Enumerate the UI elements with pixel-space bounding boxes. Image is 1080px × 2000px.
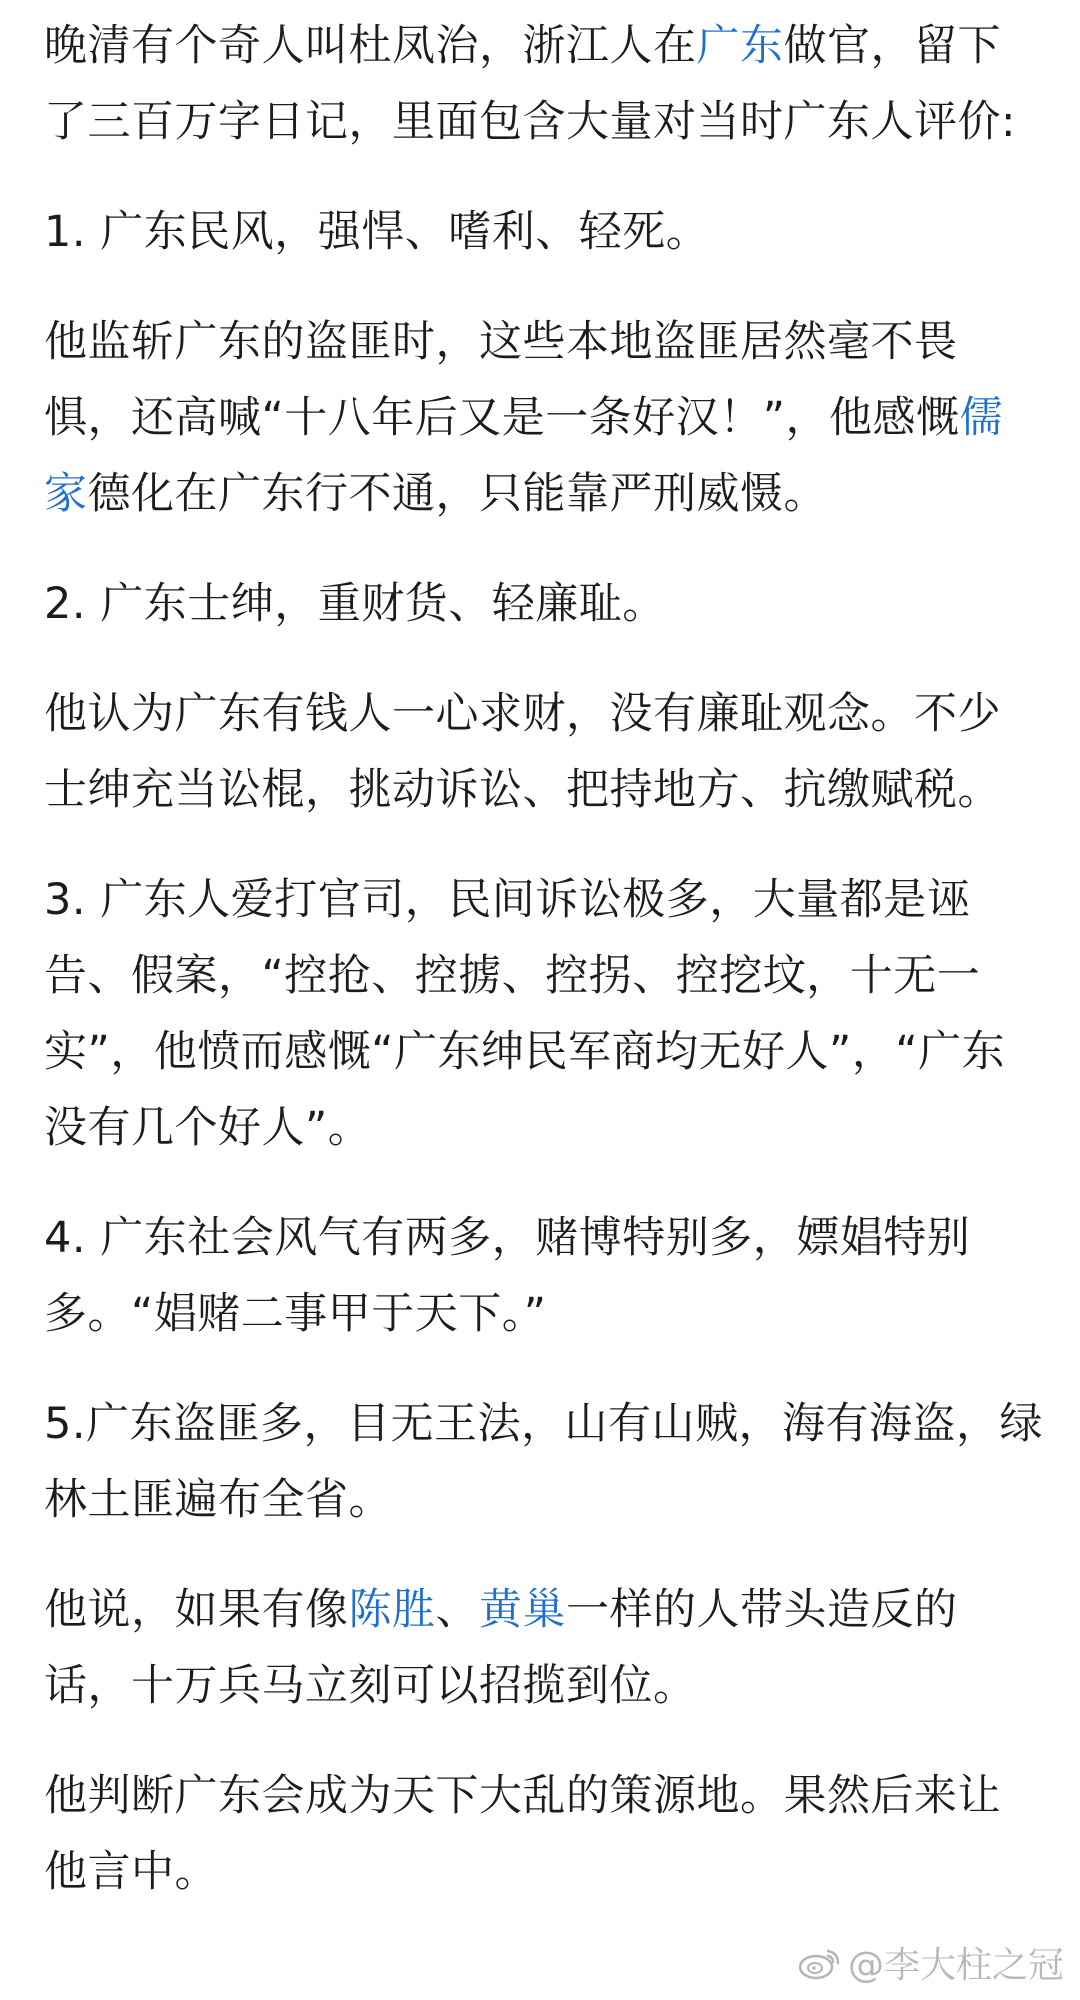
article-paragraph — [44, 862, 1044, 1166]
paragraph-text: 、 — [435, 1585, 479, 1635]
paragraph-text: 一样的人带头造反的话，十万兵马立刻可以招揽到位。 — [44, 1585, 958, 1711]
article-paragraph — [44, 194, 1044, 270]
keyword-link[interactable]: 广东 — [696, 21, 784, 71]
paragraph-text: 他认为广东有钱人一心求财，没有廉耻观念。不少士绅充当讼棍，挑动诉讼、把持地方、抗缴赋税。 — [44, 689, 1001, 815]
paragraph-text: 他判断广东会成为天下大乱的策源地。果然后来让他言中。 — [44, 1771, 1001, 1897]
paragraph-text: 他监斩广东的盗匪时，这些本地盗匪居然毫不畏惧，还高喊“十八年后又是一条好汉！”，他感慨 — [44, 317, 960, 443]
watermark — [798, 1937, 1064, 1988]
keyword-link[interactable]: 黄巢 — [479, 1585, 566, 1635]
paragraph-text: 德化在广东行不通，只能靠严刑威慑。 — [87, 469, 827, 519]
paragraph-text: 5.广东盗匪多，目无王法，山有山贼，海有海盗，绿林土匪遍布全省。 — [44, 1399, 1044, 1525]
article-paragraph — [44, 1200, 1044, 1352]
keyword-link[interactable]: 儒家 — [44, 393, 1004, 519]
paragraph-text: 做官，留下了三百万字日记，里面包含大量对当时广东人评价: — [44, 21, 1016, 147]
weibo-icon — [798, 1945, 842, 1981]
paragraph-text: 1. 广东民风，强悍、嗜利、轻死。 — [44, 207, 710, 257]
paragraph-text: 4. 广东社会风气有两多，赌博特别多，嫖娼特别多。“娼赌二事甲于天下。” — [44, 1213, 971, 1339]
article-paragraph — [44, 566, 1044, 642]
article-paragraph — [44, 676, 1044, 828]
article-paragraph — [44, 304, 1044, 532]
article-paragraph — [44, 1572, 1044, 1724]
paragraph-text: 3. 广东人爱打官司，民间诉讼极多，大量都是诬告、假案，“控抢、控掳、控拐、控挖坟，十无一实”，他愤而感慨“广东绅民军商均无好人”，“广东没有几个好人”。 — [44, 875, 1006, 1153]
paragraph-text: 他说，如果有像 — [44, 1585, 349, 1635]
article-paragraph — [44, 8, 1044, 160]
paragraph-text: 2. 广东士绅，重财货、轻廉耻。 — [44, 579, 666, 629]
article-paragraph — [44, 1758, 1044, 1910]
article-paragraph — [44, 1386, 1044, 1538]
paragraph-text: 晚清有个奇人叫杜凤治，浙江人在 — [44, 21, 697, 71]
watermark-text: @李大柱之冠 — [847, 1945, 1064, 1986]
article-body — [44, 8, 1044, 1944]
keyword-link[interactable]: 陈胜 — [348, 1585, 436, 1635]
